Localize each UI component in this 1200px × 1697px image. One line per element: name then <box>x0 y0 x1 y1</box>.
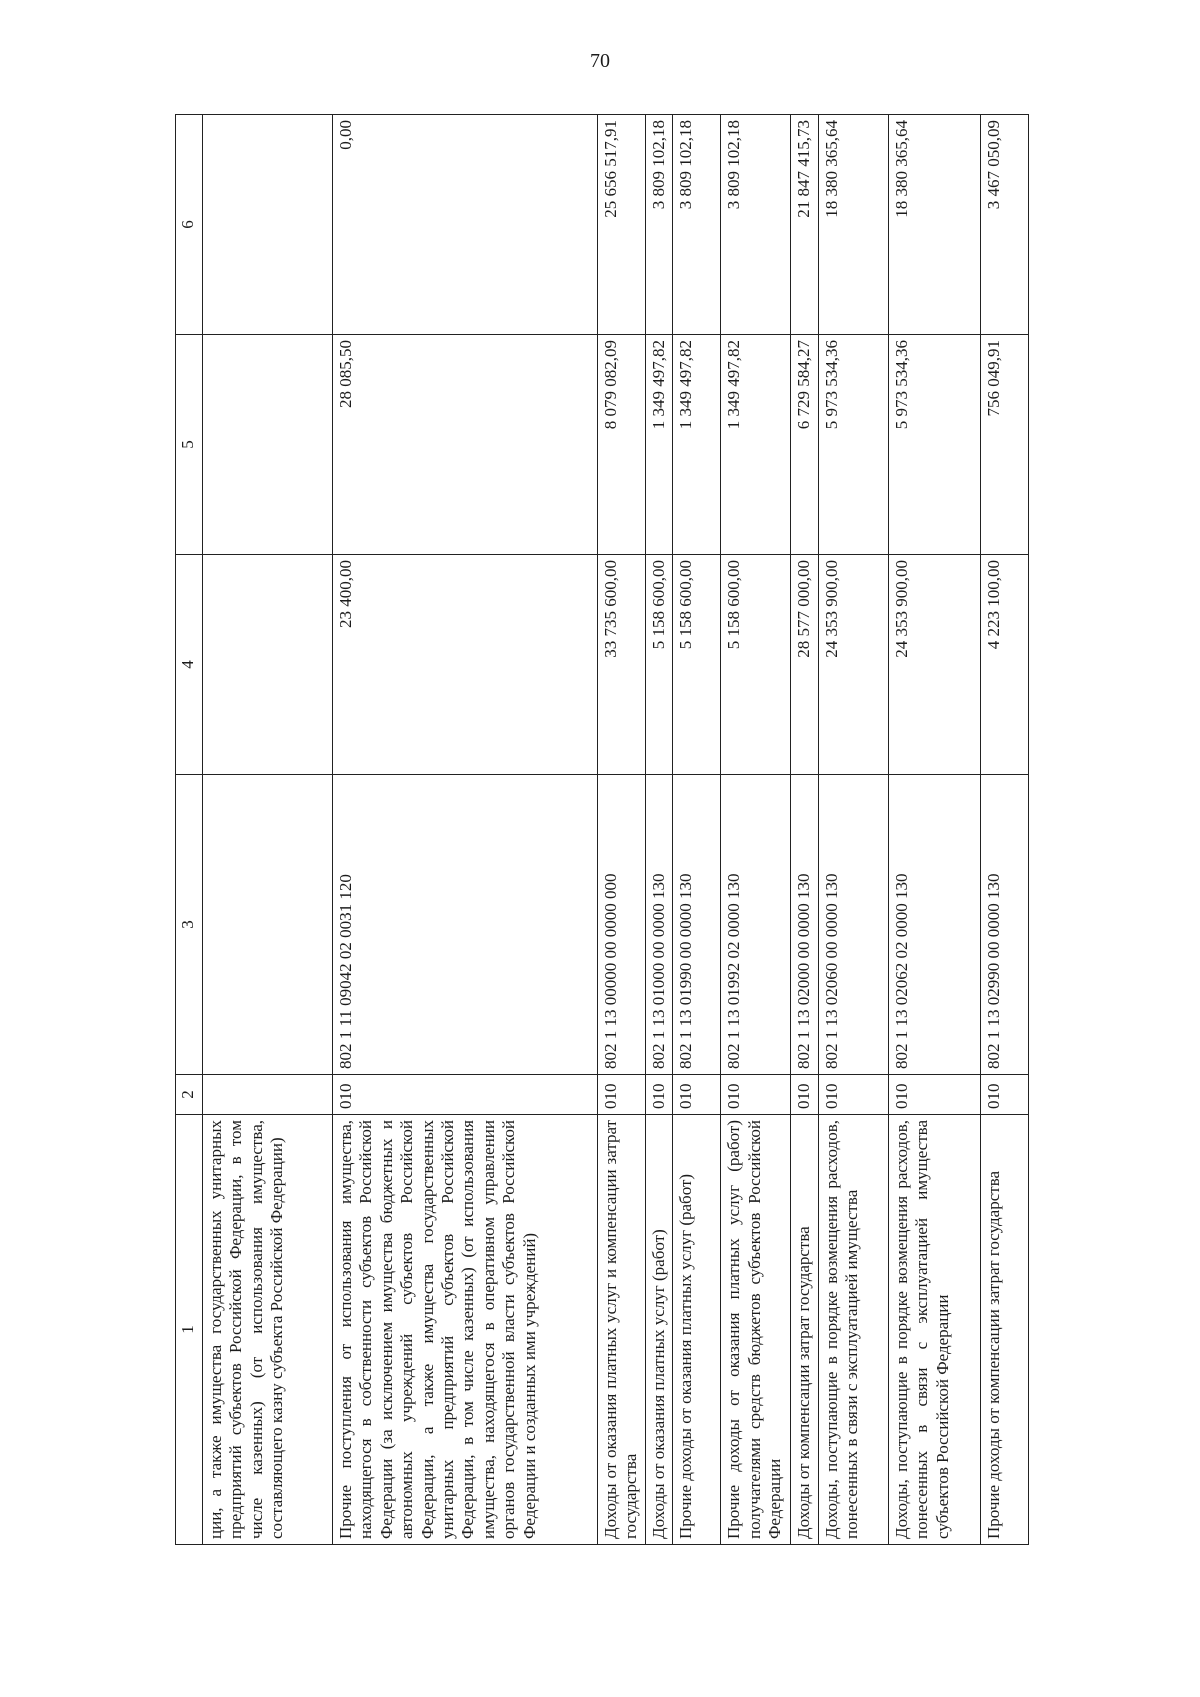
table-header-row <box>176 115 203 1545</box>
row-fact: 1 349 497,82 <box>721 335 791 555</box>
row-code: 010 <box>888 1075 980 1115</box>
page-number: 70 <box>590 50 610 72</box>
column-header: 5 <box>176 335 203 555</box>
row-kbk: 802 1 13 01000 00 0000 130 <box>646 775 673 1075</box>
row-fact: 5 973 534,36 <box>818 335 888 555</box>
row-remainder <box>203 115 333 335</box>
row-plan <box>203 555 333 775</box>
row-name: Прочие доходы от оказания платных услуг (работ) <box>673 1115 721 1545</box>
row-name: Доходы от оказания платных услуг (работ) <box>646 1115 673 1545</box>
table-row <box>203 115 333 1545</box>
row-kbk: 802 1 13 01992 02 0000 130 <box>721 775 791 1075</box>
row-plan: 4 223 100,00 <box>980 555 1028 775</box>
row-code <box>203 1075 333 1115</box>
row-code: 010 <box>646 1075 673 1115</box>
row-remainder: 18 380 365,64 <box>818 115 888 335</box>
revenue-table <box>175 114 1029 1545</box>
row-name: Прочие поступления от использования имущества, находящегося в собственности субъектов Российской Федерации (за исключением имущества бюджетных и автономных учреждений субъектов Российской Федерации, а также имущества государственных унитарных предприятий субъектов Российской Федерации, в том числе казенных) (от использования имущества, находящегося в оперативном управлении органов государственной власти субъектов Российской Федерации и созданных ими учреждений) <box>333 1115 598 1545</box>
row-fact: 1 349 497,82 <box>673 335 721 555</box>
row-kbk <box>203 775 333 1075</box>
table-row <box>791 115 818 1545</box>
row-plan: 33 735 600,00 <box>598 555 646 775</box>
row-code: 010 <box>598 1075 646 1115</box>
row-fact: 756 049,91 <box>980 335 1028 555</box>
row-name: Доходы от компенсации затрат государства <box>791 1115 818 1545</box>
row-fact: 8 079 082,09 <box>598 335 646 555</box>
row-name: Доходы от оказания платных услуг и компенсации затрат государства <box>598 1115 646 1545</box>
row-code: 010 <box>980 1075 1028 1115</box>
row-remainder: 25 656 517,91 <box>598 115 646 335</box>
row-plan: 24 353 900,00 <box>888 555 980 775</box>
row-fact: 5 973 534,36 <box>888 335 980 555</box>
row-fact: 1 349 497,82 <box>646 335 673 555</box>
row-kbk: 802 1 13 01990 00 0000 130 <box>673 775 721 1075</box>
row-code: 010 <box>673 1075 721 1115</box>
row-fact: 6 729 584,27 <box>791 335 818 555</box>
column-header: 6 <box>176 115 203 335</box>
row-remainder: 3 809 102,18 <box>673 115 721 335</box>
row-kbk: 802 1 13 02062 02 0000 130 <box>888 775 980 1075</box>
table-row <box>721 115 791 1545</box>
table-row <box>333 115 598 1545</box>
row-fact: 28 085,50 <box>333 335 598 555</box>
row-name: Доходы, поступающие в порядке возмещения расходов, понесенных в связи с эксплуатацией имущества <box>818 1115 888 1545</box>
row-plan: 5 158 600,00 <box>646 555 673 775</box>
row-code: 010 <box>721 1075 791 1115</box>
row-name: Прочие доходы от компенсации затрат государства <box>980 1115 1028 1545</box>
row-remainder: 3 809 102,18 <box>721 115 791 335</box>
column-header: 2 <box>176 1075 203 1115</box>
row-remainder: 3 809 102,18 <box>646 115 673 335</box>
row-fact <box>203 335 333 555</box>
table-row <box>818 115 888 1545</box>
table-row <box>646 115 673 1545</box>
table-row <box>888 115 980 1545</box>
row-name: Доходы, поступающие в порядке возмещения расходов, понесенных в связи с эксплуатацией имущества субъектов Российской Федерации <box>888 1115 980 1545</box>
column-header: 1 <box>176 1115 203 1545</box>
column-header: 4 <box>176 555 203 775</box>
row-plan: 5 158 600,00 <box>721 555 791 775</box>
row-kbk: 802 1 13 02990 00 0000 130 <box>980 775 1028 1075</box>
row-code: 010 <box>333 1075 598 1115</box>
row-plan: 24 353 900,00 <box>818 555 888 775</box>
row-name: ции, а также имущества государственных унитарных предприятий субъектов Российской Федерации, в том числе казенных) (от использования имущества, составляющего казну субъекта Российской Федерации) <box>203 1115 333 1545</box>
row-plan: 5 158 600,00 <box>673 555 721 775</box>
row-name: Прочие доходы от оказания платных услуг (работ) получателями средств бюджетов субъектов Российской Федерации <box>721 1115 791 1545</box>
row-kbk: 802 1 13 00000 00 0000 000 <box>598 775 646 1075</box>
row-kbk: 802 1 11 09042 02 0031 120 <box>333 775 598 1075</box>
table-row <box>673 115 721 1545</box>
row-kbk: 802 1 13 02060 00 0000 130 <box>818 775 888 1075</box>
column-header: 3 <box>176 775 203 1075</box>
row-kbk: 802 1 13 02000 00 0000 130 <box>791 775 818 1075</box>
row-plan: 23 400,00 <box>333 555 598 775</box>
row-remainder: 3 467 050,09 <box>980 115 1028 335</box>
row-code: 010 <box>818 1075 888 1115</box>
table-row <box>598 115 646 1545</box>
row-remainder: 18 380 365,64 <box>888 115 980 335</box>
row-code: 010 <box>791 1075 818 1115</box>
rotated-table-wrapper <box>175 115 1095 1545</box>
row-remainder: 0,00 <box>333 115 598 335</box>
table-row <box>980 115 1028 1545</box>
row-plan: 28 577 000,00 <box>791 555 818 775</box>
row-remainder: 21 847 415,73 <box>791 115 818 335</box>
